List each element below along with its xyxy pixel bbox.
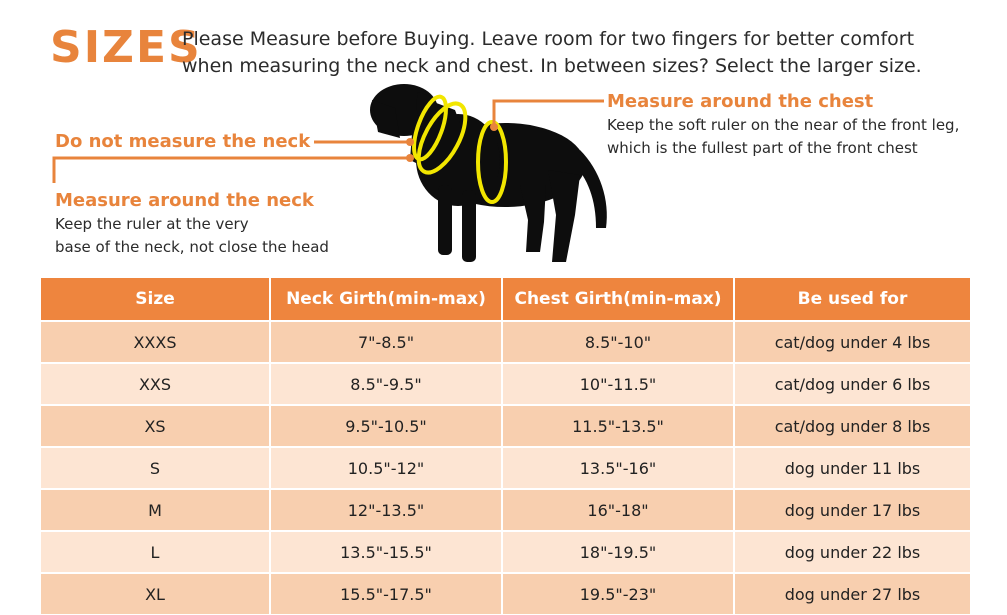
header-be-used-for: Be used for (733, 278, 970, 320)
table-row (41, 362, 970, 404)
callout-chest-title: Measure around the chest (607, 91, 874, 112)
header-chest-girth: Chest Girth(min-max) (501, 278, 733, 320)
cell-size: XXXS (41, 320, 269, 362)
header-neck-girth: Neck Girth(min-max) (269, 278, 501, 320)
callout-note-line: Keep the ruler at the very (55, 215, 249, 233)
chest-marker (490, 123, 498, 131)
cell-chest-girth: 18"-19.5" (501, 530, 733, 572)
cell-neck-girth: 9.5"-10.5" (269, 404, 501, 446)
cell-size: L (41, 530, 269, 572)
cell-size: S (41, 446, 269, 488)
cell-chest-girth: 10"-11.5" (501, 362, 733, 404)
cell-neck-girth: 15.5"-17.5" (269, 572, 501, 614)
cell-be-used-for: cat/dog under 8 lbs (733, 404, 970, 446)
cell-neck-girth: 12"-13.5" (269, 488, 501, 530)
callout-neck-title: Measure around the neck (55, 190, 314, 211)
table-row (41, 404, 970, 446)
cell-chest-girth: 16"-18" (501, 488, 733, 530)
table-header-row (41, 278, 970, 320)
cell-be-used-for: dog under 17 lbs (733, 488, 970, 530)
intro-line: when measuring the neck and chest. In between sizes? Select the larger size. (182, 55, 922, 77)
intro-line: Please Measure before Buying. Leave room for two fingers for better comfort (182, 28, 915, 50)
callout-no-neck-title: Do not measure the neck (55, 131, 311, 152)
cell-neck-girth: 7"-8.5" (269, 320, 501, 362)
cell-size: XL (41, 572, 269, 614)
page-title: SIZES (50, 22, 202, 73)
cell-neck-girth: 10.5"-12" (269, 446, 501, 488)
cell-chest-girth: 19.5"-23" (501, 572, 733, 614)
cell-be-used-for: cat/dog under 4 lbs (733, 320, 970, 362)
cell-chest-girth: 8.5"-10" (501, 320, 733, 362)
cell-neck-girth: 13.5"-15.5" (269, 530, 501, 572)
table-row (41, 488, 970, 530)
header-size: Size (41, 278, 269, 320)
neck-leader-line (54, 158, 410, 183)
callout-chest-note (607, 114, 959, 160)
cell-chest-girth: 11.5"-13.5" (501, 404, 733, 446)
cell-be-used-for: dog under 22 lbs (733, 530, 970, 572)
table-row (41, 530, 970, 572)
cell-be-used-for: dog under 27 lbs (733, 572, 970, 614)
cell-neck-girth: 8.5"-9.5" (269, 362, 501, 404)
callout-note-line: which is the fullest part of the front chest (607, 139, 918, 157)
dog-silhouette (370, 84, 607, 262)
cell-be-used-for: dog under 11 lbs (733, 446, 970, 488)
cell-be-used-for: cat/dog under 6 lbs (733, 362, 970, 404)
no-neck-marker (406, 138, 414, 146)
callout-note-line: base of the neck, not close the head (55, 238, 329, 256)
cell-size: M (41, 488, 269, 530)
neck-marker (406, 154, 414, 162)
cell-chest-girth: 13.5"-16" (501, 446, 733, 488)
size-chart-table (41, 278, 970, 614)
table-row (41, 320, 970, 362)
table-row (41, 572, 970, 614)
callout-note-line: Keep the soft ruler on the near of the front leg, (607, 116, 960, 134)
table-row (41, 446, 970, 488)
cell-size: XXS (41, 362, 269, 404)
callout-neck-note (55, 213, 329, 259)
cell-size: XS (41, 404, 269, 446)
